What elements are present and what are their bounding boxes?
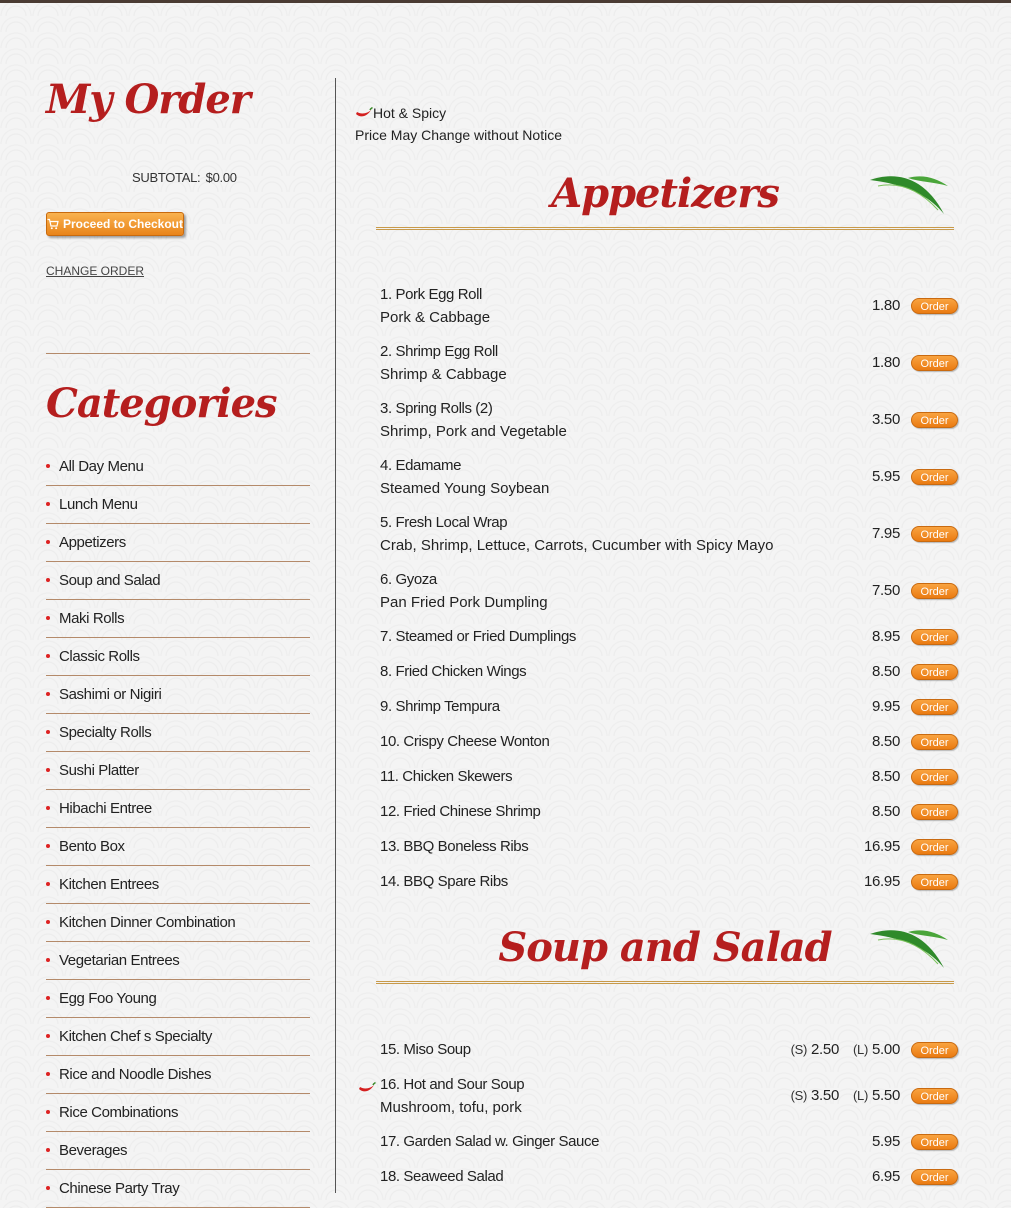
bullet-icon [46, 578, 50, 582]
menu-item-row [380, 571, 960, 617]
item-price: 6.95 [872, 1168, 900, 1185]
top-border [0, 0, 1011, 3]
menu-item-row [380, 1041, 960, 1063]
item-price: 1.80 [872, 297, 900, 314]
bullet-icon [46, 1186, 50, 1190]
item-description: Crab, Shrimp, Lettuce, Carrots, Cucumber with Spicy Mayo [380, 537, 774, 554]
category-item[interactable] [46, 866, 310, 904]
item-description: Steamed Young Soybean [380, 480, 550, 497]
category-label: Kitchen Dinner Combination [59, 914, 236, 931]
menu-item-row [380, 1076, 960, 1122]
order-button[interactable]: Order [911, 298, 958, 314]
category-label: Appetizers [59, 534, 126, 551]
category-list [46, 448, 310, 1208]
size-label: (S) [790, 1088, 807, 1103]
bullet-icon [46, 692, 50, 696]
bullet-icon [46, 844, 50, 848]
menu-item-row [380, 663, 960, 685]
item-price [777, 1087, 900, 1104]
category-item[interactable] [46, 752, 310, 790]
category-item[interactable] [46, 980, 310, 1018]
section-header [376, 170, 954, 230]
category-label: Rice Combinations [59, 1104, 179, 1121]
section-header [376, 924, 954, 984]
item-price [777, 1041, 900, 1058]
item-price: 8.95 [872, 628, 900, 645]
category-item[interactable] [46, 1170, 310, 1208]
order-button[interactable]: Order [911, 469, 958, 485]
item-price: 8.50 [872, 663, 900, 680]
order-button[interactable]: Order [911, 664, 958, 680]
order-button[interactable]: Order [911, 1169, 958, 1185]
price-value: 5.00 [872, 1041, 900, 1058]
item-description: Pork & Cabbage [380, 309, 491, 326]
category-label: Vegetarian Entrees [59, 952, 180, 969]
order-button[interactable]: Order [911, 769, 958, 785]
order-button[interactable]: Order [911, 583, 958, 599]
hot-spicy-label: Hot & Spicy [373, 105, 447, 121]
item-name: 15. Miso Soup [380, 1041, 471, 1058]
order-button[interactable]: Order [911, 526, 958, 542]
bullet-icon [46, 768, 50, 772]
category-label: Lunch Menu [59, 496, 138, 513]
menu-item-row [380, 698, 960, 720]
menu-item-row [380, 1168, 960, 1190]
bullet-icon [46, 540, 50, 544]
category-item[interactable] [46, 448, 310, 486]
menu-item-row [380, 733, 960, 755]
category-item[interactable] [46, 562, 310, 600]
menu-item-row [380, 457, 960, 503]
category-item[interactable] [46, 790, 310, 828]
item-name: 11. Chicken Skewers [380, 768, 513, 785]
item-price: 8.50 [872, 768, 900, 785]
item-name: 18. Seaweed Salad [380, 1168, 504, 1185]
bullet-icon [46, 1034, 50, 1038]
menu-item-row [380, 803, 960, 825]
item-name: 9. Shrimp Tempura [380, 698, 500, 715]
order-button[interactable]: Order [911, 1088, 958, 1104]
category-item[interactable] [46, 676, 310, 714]
category-item[interactable] [46, 904, 310, 942]
menu-item-row [380, 514, 960, 560]
item-name: 1. Pork Egg Roll [380, 286, 482, 303]
item-name: 5. Fresh Local Wrap [380, 514, 508, 531]
price-large [853, 1041, 900, 1058]
order-button[interactable]: Order [911, 412, 958, 428]
item-price: 5.95 [872, 1133, 900, 1150]
category-item[interactable] [46, 828, 310, 866]
menu-item-row [380, 873, 960, 895]
item-description: Shrimp, Pork and Vegetable [380, 423, 567, 440]
divider [46, 353, 310, 354]
bamboo-leaf-icon [868, 170, 950, 218]
proceed-to-checkout-button[interactable] [46, 212, 184, 236]
item-price: 7.50 [872, 582, 900, 599]
item-price: 1.80 [872, 354, 900, 371]
bullet-icon [46, 502, 50, 506]
bullet-icon [46, 1148, 50, 1152]
legend [355, 102, 562, 146]
category-label: Sashimi or Nigiri [59, 686, 162, 703]
section-title: Appetizers [551, 170, 779, 217]
price-value: 5.50 [872, 1087, 900, 1104]
order-button[interactable]: Order [911, 734, 958, 750]
price-notice: Price May Change without Notice [355, 127, 562, 143]
category-item[interactable] [46, 714, 310, 752]
menu-item-row [380, 628, 960, 650]
price-large [853, 1087, 900, 1104]
bullet-icon [46, 996, 50, 1000]
subtotal-value: $0.00 [205, 170, 237, 185]
item-name: 13. BBQ Boneless Ribs [380, 838, 529, 855]
category-label: Soup and Salad [59, 572, 161, 589]
category-label: Specialty Rolls [59, 724, 152, 741]
category-item[interactable] [46, 600, 310, 638]
item-name: 7. Steamed or Fried Dumplings [380, 628, 576, 645]
category-item[interactable] [46, 1132, 310, 1170]
price-small [791, 1041, 839, 1058]
item-price: 8.50 [872, 733, 900, 750]
item-name: 17. Garden Salad w. Ginger Sauce [380, 1133, 600, 1150]
chili-pepper-icon [358, 1082, 376, 1094]
menu-item-row [380, 1133, 960, 1155]
category-label: Egg Foo Young [59, 990, 157, 1007]
item-description: Mushroom, tofu, pork [380, 1099, 522, 1116]
category-item[interactable] [46, 1018, 310, 1056]
chili-pepper-icon [355, 107, 373, 119]
bullet-icon [46, 958, 50, 962]
item-price: 16.95 [863, 838, 900, 855]
category-item[interactable] [46, 942, 310, 980]
menu-item-row [380, 768, 960, 790]
category-item[interactable] [46, 638, 310, 676]
change-order-link[interactable]: CHANGE ORDER [46, 264, 145, 278]
menu-item-row [380, 838, 960, 860]
order-button[interactable]: Order [911, 804, 958, 820]
order-button[interactable]: Order [911, 629, 958, 645]
column-divider [335, 78, 336, 1193]
checkout-label: Proceed to Checkout [62, 217, 183, 231]
item-price: 5.95 [872, 468, 900, 485]
order-button[interactable]: Order [911, 699, 958, 715]
item-price: 9.95 [872, 698, 900, 715]
bullet-icon [46, 806, 50, 810]
item-name: 12. Fried Chinese Shrimp [380, 803, 541, 820]
my-order-title: My Order [46, 76, 250, 123]
order-button[interactable]: Order [911, 874, 958, 890]
category-label: Classic Rolls [59, 648, 140, 665]
bullet-icon [46, 464, 50, 468]
price-small [791, 1087, 839, 1104]
menu-item-row [380, 343, 960, 389]
size-label: (L) [853, 1088, 868, 1103]
subtotal-label: SUBTOTAL: [132, 170, 201, 185]
price-value: 2.50 [811, 1041, 839, 1058]
category-label: Rice and Noodle Dishes [59, 1066, 212, 1083]
bamboo-leaf-icon [868, 924, 950, 972]
section-rule [376, 981, 954, 984]
item-name: 4. Edamame [380, 457, 462, 474]
bullet-icon [46, 654, 50, 658]
category-label: Chinese Party Tray [59, 1180, 180, 1197]
item-description: Shrimp & Cabbage [380, 366, 507, 383]
item-price: 8.50 [872, 803, 900, 820]
category-label: Beverages [59, 1142, 128, 1159]
category-label: Maki Rolls [59, 610, 125, 627]
cart-icon [47, 218, 59, 230]
category-label: Sushi Platter [59, 762, 139, 779]
item-price: 16.95 [863, 873, 900, 890]
categories-title: Categories [46, 380, 277, 427]
item-name: 2. Shrimp Egg Roll [380, 343, 498, 360]
menu-item-row [380, 400, 960, 446]
bullet-icon [46, 730, 50, 734]
size-label: (L) [853, 1042, 868, 1057]
order-button[interactable]: Order [911, 839, 958, 855]
item-name: 10. Crispy Cheese Wonton [380, 733, 550, 750]
item-name: 14. BBQ Spare Ribs [380, 873, 508, 890]
category-label: All Day Menu [59, 458, 144, 475]
category-item[interactable] [46, 486, 310, 524]
category-item[interactable] [46, 1056, 310, 1094]
price-value: 3.50 [811, 1087, 839, 1104]
category-label: Hibachi Entree [59, 800, 152, 817]
category-item[interactable] [46, 524, 310, 562]
order-button[interactable]: Order [911, 355, 958, 371]
item-name: 16. Hot and Sour Soup [380, 1076, 525, 1093]
bullet-icon [46, 920, 50, 924]
item-price: 3.50 [872, 411, 900, 428]
bullet-icon [46, 882, 50, 886]
category-label: Kitchen Chef s Specialty [59, 1028, 212, 1045]
size-label: (S) [790, 1042, 807, 1057]
item-name: 6. Gyoza [380, 571, 437, 588]
category-label: Kitchen Entrees [59, 876, 159, 893]
bullet-icon [46, 1110, 50, 1114]
section-title: Soup and Salad [498, 924, 832, 971]
order-button[interactable]: Order [911, 1042, 958, 1058]
category-label: Bento Box [59, 838, 125, 855]
bullet-icon [46, 1072, 50, 1076]
bullet-icon [46, 616, 50, 620]
section-rule [376, 227, 954, 230]
item-description: Pan Fried Pork Dumpling [380, 594, 548, 611]
item-price: 7.95 [872, 525, 900, 542]
hot-spicy-legend [355, 102, 562, 124]
order-button[interactable]: Order [911, 1134, 958, 1150]
category-item[interactable] [46, 1094, 310, 1132]
menu-item-row [380, 286, 960, 332]
item-name: 8. Fried Chicken Wings [380, 663, 527, 680]
item-name: 3. Spring Rolls (2) [380, 400, 493, 417]
subtotal [132, 170, 237, 185]
